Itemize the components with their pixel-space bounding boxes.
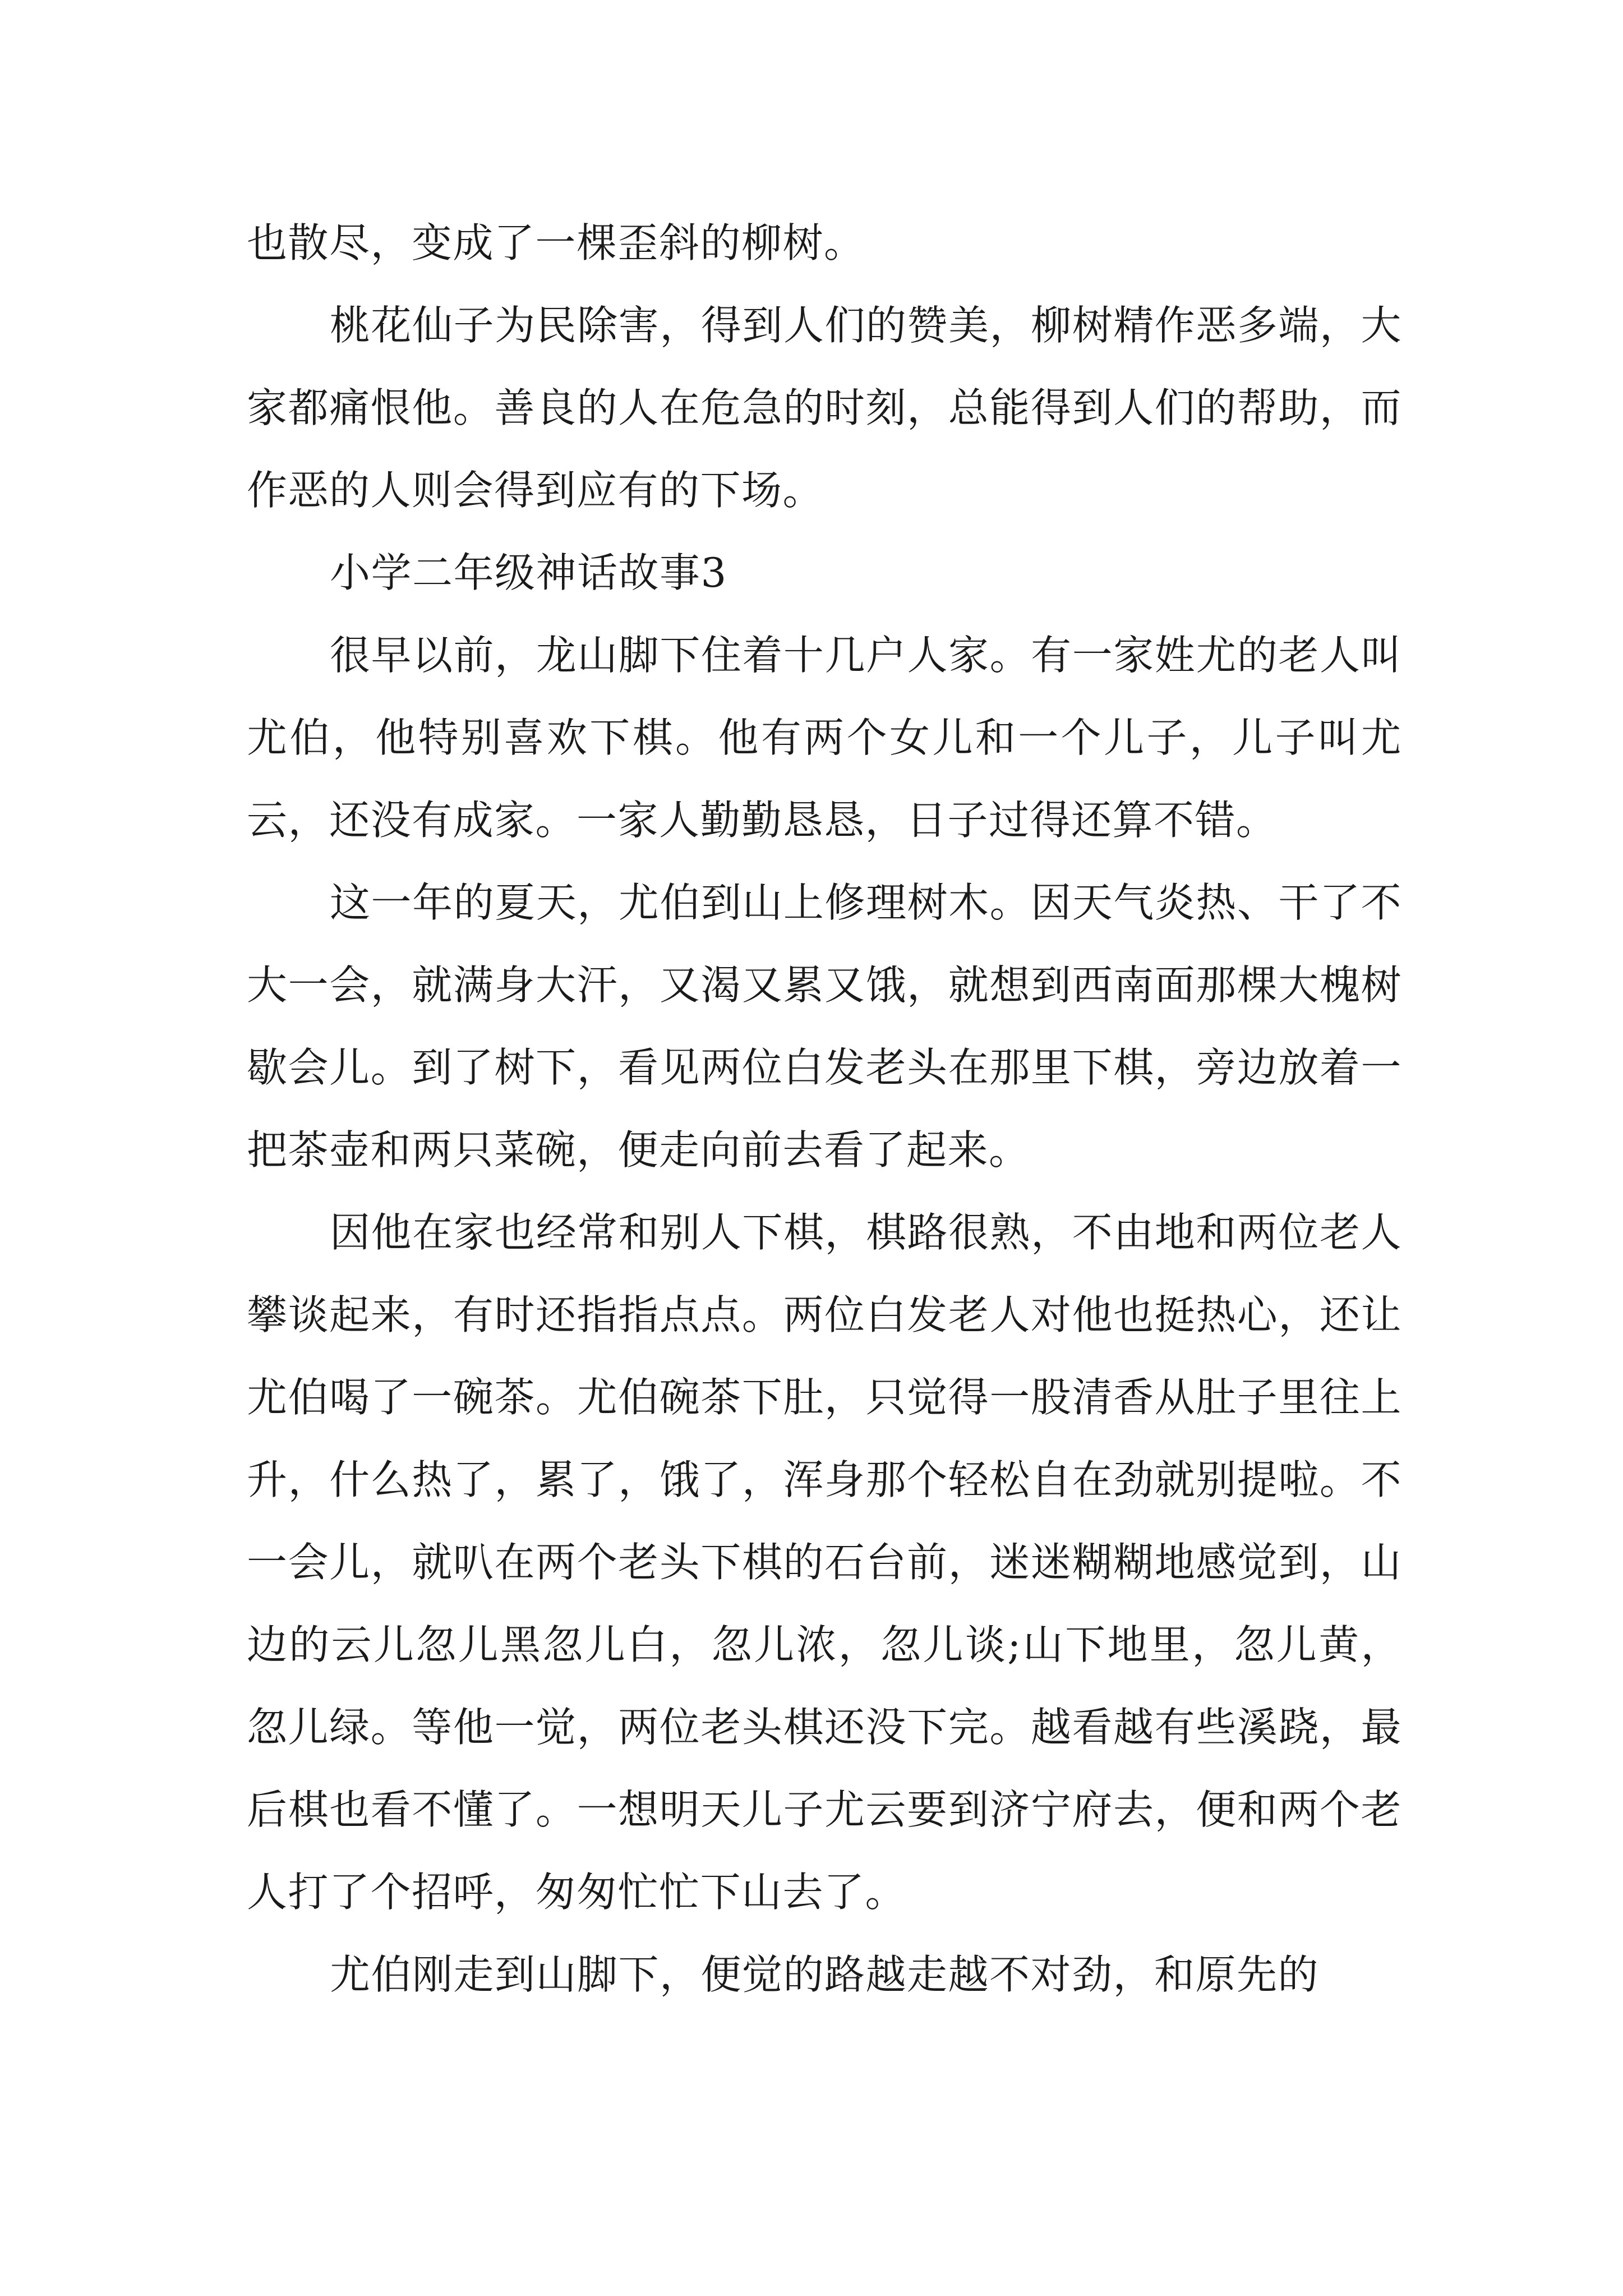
paragraph-1: 也散尽，变成了一棵歪斜的柳树。 xyxy=(247,219,865,266)
paragraph-4: 这一年的夏天，尤伯到山上修理树木。因天气炎热、干了不大一会，就满身大汗，又渴又累又饿，就想到西南面那棵大槐树歇会儿。到了树下，看见两位白发老头在那里下棋，旁边放着一把茶壶和两只菜碗，便走向前去看了起来。 xyxy=(247,879,1402,1174)
paragraph-6: 尤伯刚走到山脚下，便觉的路越走越不对劲，和原先的 xyxy=(330,1951,1320,1998)
paragraph-2: 桃花仙子为民除害，得到人们的赞美，柳树精作恶多端，大家都痛恨他。善良的人在危急的时刻，总能得到人们的帮助，而作恶的人则会得到应有的下场。 xyxy=(247,302,1402,514)
paragraph-5: 因他在家也经常和别人下棋，棋路很熟，不由地和两位老人攀谈起来，有时还指指点点。两位白发老人对他也挺热心，还让尤伯喝了一碗茶。尤伯碗茶下肚，只觉得一股清香从肚子里往上升，什么热了，累了，饿了，浑身那个轻松自在劲就别提啦。不一会儿，就叭在两个老头下棋的石台前，迷迷糊糊地感觉到，山边的云儿忽儿黑忽儿白，忽儿浓，忽儿谈;山下地里，忽儿黄，忽儿绿。等他一觉，两位老头棋还没下完。越看越有些溪跷，最后棋也看不懂了。一想明天儿子尤云要到济宁府去，便和两个老人打了个招呼，匆匆忙忙下山去了。 xyxy=(247,1209,1402,1916)
paragraph-3: 很早以前，龙山脚下住着十几户人家。有一家姓尤的老人叫尤伯，他特别喜欢下棋。他有两个女儿和一个儿子，儿子叫尤云，还没有成家。一家人勤勤恳恳，日子过得还算不错。 xyxy=(247,632,1402,844)
body-text xyxy=(247,202,1402,2016)
section-heading: 小学二年级神话故事3 xyxy=(330,549,727,596)
